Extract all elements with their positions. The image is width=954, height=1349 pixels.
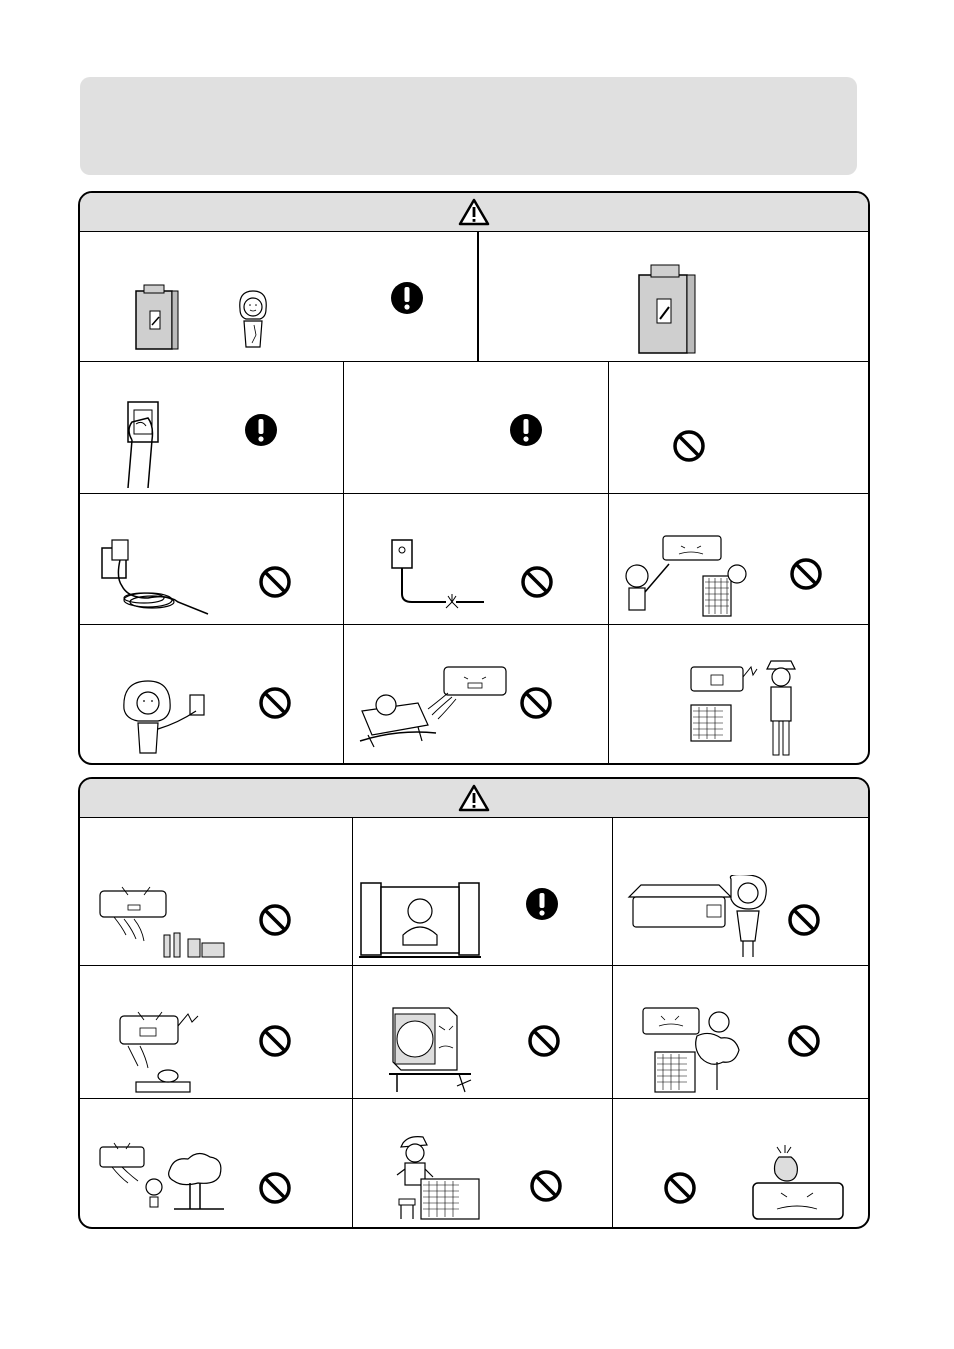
damaged-cord-illustration: [386, 536, 486, 612]
plant-outdoor-unit-illustration: [639, 1006, 749, 1096]
cell-unit-food: [80, 817, 353, 966]
warning-triangle-icon: [458, 198, 490, 226]
prohibition-icon: [258, 1171, 292, 1205]
caution-section: [78, 777, 870, 1229]
outdoor-unit-stand-illustration: [387, 1004, 473, 1094]
cell-unit-stove: [80, 966, 353, 1099]
prohibition-icon: [529, 1169, 563, 1203]
children-poking-unit-illustration: [619, 534, 749, 622]
cell-worker-units: [609, 625, 870, 765]
breaker-illustration: [637, 263, 699, 355]
prohibition-icon: [663, 1171, 697, 1205]
prohibition-icon: [787, 1024, 821, 1058]
cell-prohibited-1: [609, 362, 870, 494]
prohibition-icon: [787, 903, 821, 937]
cell-window-unit: [613, 817, 870, 966]
prohibition-icon: [527, 1024, 561, 1058]
cell-breaker: [478, 231, 870, 362]
cell-mandatory-2: [344, 362, 609, 494]
prohibition-icon: [672, 429, 706, 463]
cell-breaker-off: [80, 231, 478, 362]
unit-over-plants-illustration: [98, 1139, 228, 1213]
prohibition-icon: [258, 1024, 292, 1058]
cell-damaged-cord: [344, 494, 609, 625]
exclamation-circle-icon: [390, 281, 424, 315]
prohibition-icon: [258, 903, 292, 937]
cell-person-plug: [80, 625, 344, 765]
cell-coiled-cord: [80, 494, 344, 625]
cell-window-open: [353, 817, 613, 966]
prohibition-icon: [258, 686, 292, 720]
warning-section-header: [80, 193, 868, 232]
open-window-illustration: [359, 879, 481, 963]
child-on-outdoor-unit-illustration: [389, 1135, 485, 1223]
warning-section: [78, 191, 870, 765]
prohibition-icon: [520, 565, 554, 599]
vase-on-unit-illustration: [751, 1143, 845, 1223]
prohibition-icon: [789, 557, 823, 591]
exclamation-circle-icon: [244, 413, 278, 447]
prohibition-icon: [258, 565, 292, 599]
coiled-cord-illustration: [98, 534, 210, 620]
hand-plug-illustration: [118, 400, 168, 490]
cell-children-unit: [609, 494, 870, 625]
baby-cradle-illustration: [358, 663, 508, 755]
unit-over-stove-illustration: [118, 1006, 204, 1096]
prohibition-icon: [519, 686, 553, 720]
title-banner: [80, 77, 857, 175]
cell-baby-airflow: [344, 625, 609, 765]
caution-section-header: [80, 779, 868, 818]
exclamation-circle-icon: [509, 413, 543, 447]
cell-vase-unit: [613, 1099, 870, 1229]
unit-over-food-illustration: [98, 883, 228, 963]
cell-unit-plants: [80, 1099, 353, 1229]
worker-with-units-illustration: [687, 659, 809, 759]
window-unit-person-illustration: [621, 875, 771, 959]
warning-triangle-icon: [458, 784, 490, 812]
cell-plant-outdoor: [613, 966, 870, 1099]
breaker-illustration: [134, 283, 180, 351]
person-pulling-plug-illustration: [118, 675, 210, 755]
exclamation-circle-icon: [525, 887, 559, 921]
cell-plug-hand: [80, 362, 344, 494]
cell-child-climbing: [353, 1099, 613, 1229]
cell-outdoor-stand: [353, 966, 613, 1099]
person-phone-illustration: [230, 287, 276, 349]
